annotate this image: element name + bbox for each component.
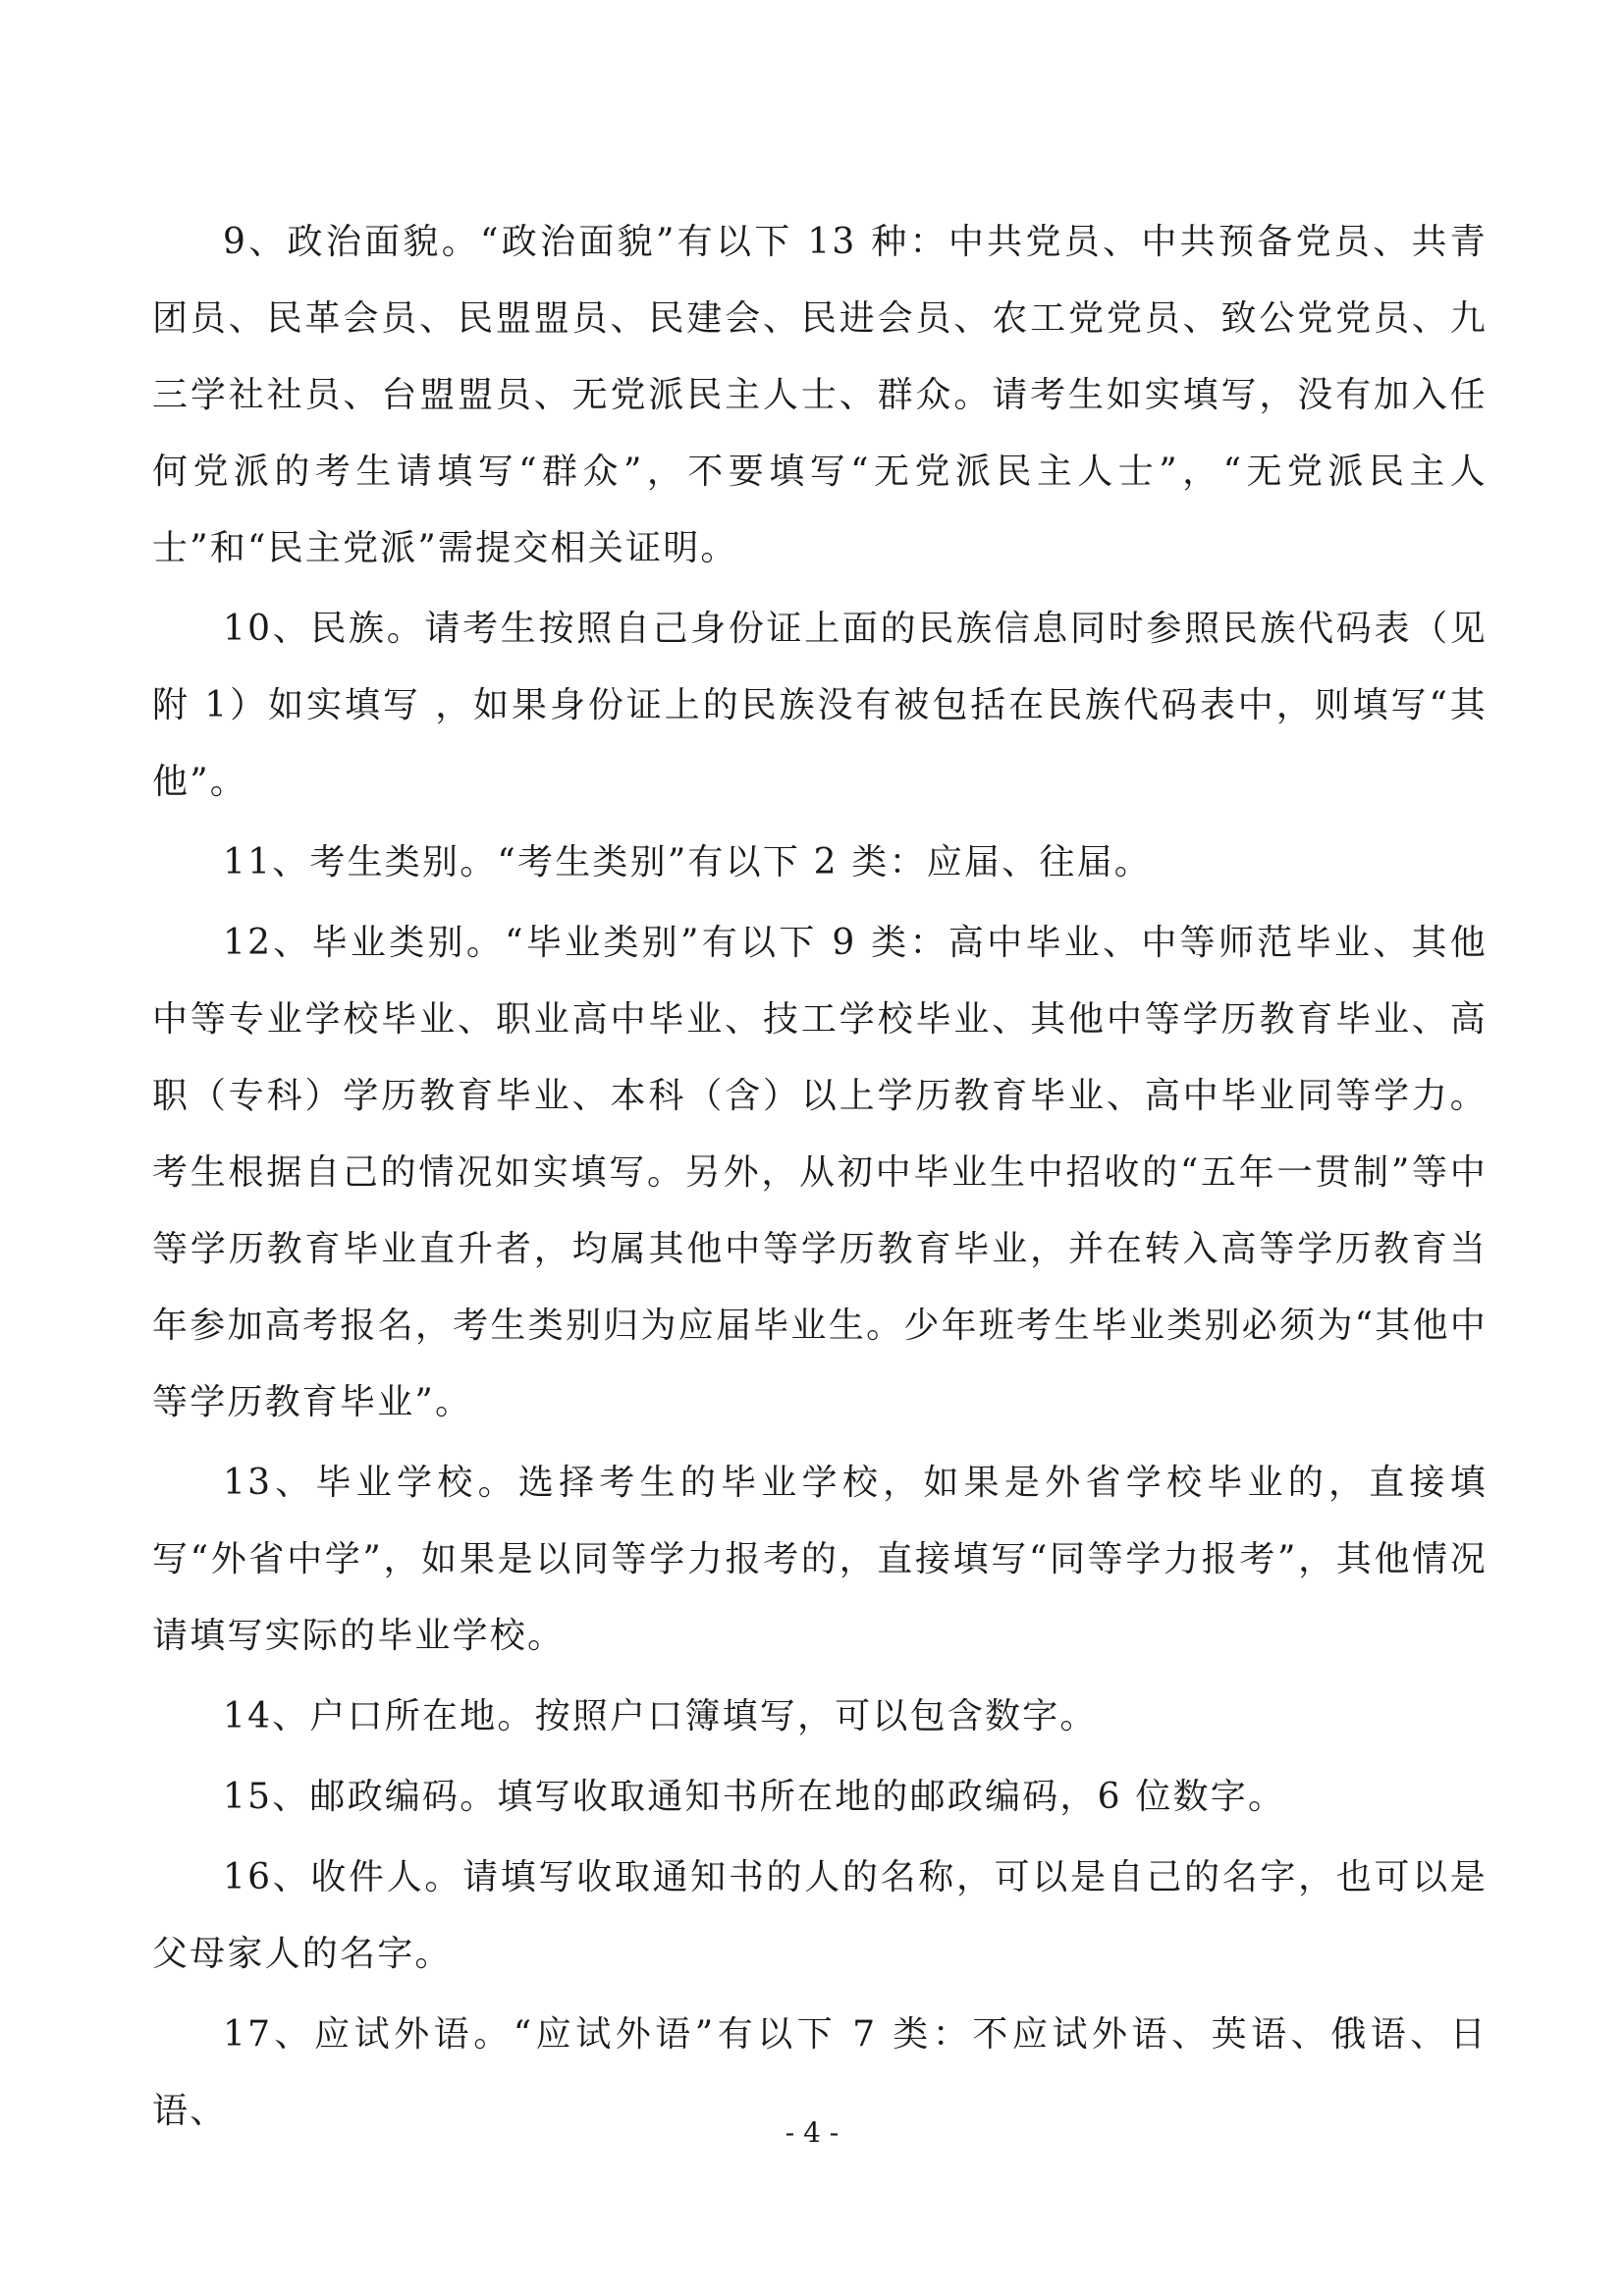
paragraph-ethnicity: 10、民族。请考生按照自己身份证上面的民族信息同时参照民族代码表（见附 1）如实填写 ，如果身份证上的民族没有被包括在民族代码表中，则填写“其他”。	[152, 609, 1488, 802]
paragraph-household-registration: 14、户口所在地。按照户口簿填写，可以包含数字。	[223, 1696, 1098, 1736]
page-number: - 4 -	[785, 2116, 839, 2149]
document-body	[152, 204, 1488, 2154]
paragraph-candidate-category: 11、考生类别。“考生类别”有以下 2 类：应届、往届。	[223, 842, 1153, 882]
paragraph-recipient: 16、收件人。请填写收取通知书的人的名称，可以是自己的名字，也可以是父母家人的名字。	[152, 1857, 1488, 1974]
paragraph-political-status: 9、政治面貌。“政治面貌”有以下 13 种：中共党员、中共预备党员、共青团员、民革会员、民盟盟员、民建会、民进会员、农工党党员、致公党党员、九三学社社员、台盟盟员、无党派民主人士、群众。请考生如实填写，没有加入任何党派的考生请填写“群众”，不要填写“无党派民主人士”，“无党派民主人士”和“民主党派”需提交相关证明。	[152, 222, 1488, 568]
paragraph-graduation-category: 12、毕业类别。“毕业类别”有以下 9 类：高中毕业、中等师范毕业、其他中等专业学校毕业、职业高中毕业、技工学校毕业、其他中等学历教育毕业、高职（专科）学历教育毕业、本科（含）以上学历教育毕业、高中毕业同等学力。考生根据自己的情况如实填写。另外，从初中毕业生中招收的“五年一贯制”等中等学历教育毕业直升者，均属其他中等学历教育毕业，并在转入高等学历教育当年参加高考报名，考生类别归为应届毕业生。少年班考生毕业类别必须为“其他中等学历教育毕业”。	[152, 923, 1488, 1422]
paragraph-postal-code: 15、邮政编码。填写收取通知书所在地的邮政编码，6 位数字。	[223, 1777, 1286, 1817]
paragraph-graduation-school: 13、毕业学校。选择考生的毕业学校，如果是外省学校毕业的，直接填写“外省中学”，如果是以同等学力报考的，直接填写“同等学力报考”，其他情况请填写实际的毕业学校。	[152, 1463, 1488, 1656]
paragraph-foreign-language: 17、应试外语。“应试外语”有以下 7 类：不应试外语、英语、俄语、日语、	[152, 2014, 1488, 2131]
